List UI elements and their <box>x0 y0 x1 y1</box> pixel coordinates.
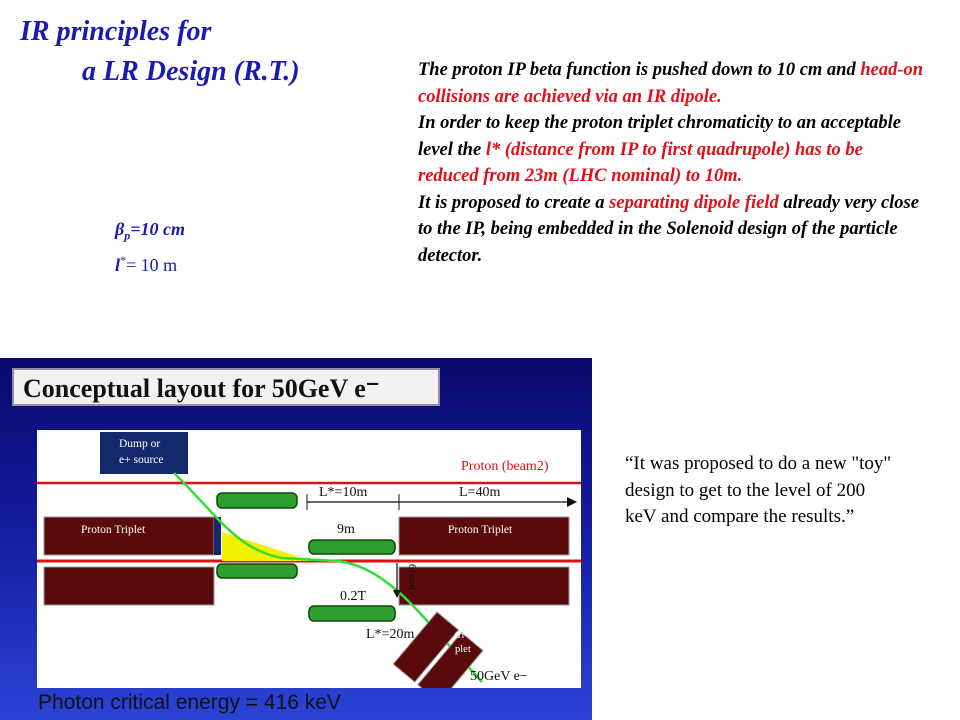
lstar-param <box>115 248 185 277</box>
e-triplet-label-2: tri- <box>455 630 468 641</box>
conceptual-layout-panel <box>0 358 592 720</box>
p1-highlight: head-on collisions are achieved via an IR dipole. <box>418 60 924 107</box>
lstar-bottom-label: L*=20m <box>366 627 415 642</box>
lstar-value: = 10 m <box>126 254 178 275</box>
p2-text: In order to keep the proton triplet chromaticity to an acceptable level the <box>418 113 902 160</box>
ip-separator-block <box>214 517 221 555</box>
panel-title: Conceptual layout for 50GeV e⁻ <box>12 368 440 406</box>
field-label: 0.2T <box>340 589 367 604</box>
left-proton-triplet-lower <box>44 567 214 605</box>
beta-subscript: p <box>124 228 131 243</box>
p3-text-end: already very close to the IP, being embedded in the Solenoid design of the particle detector. <box>418 192 919 266</box>
sixty-one-mm-label: 61mm <box>406 564 417 590</box>
left-triplet-label: Proton Triplet <box>81 524 146 536</box>
lstar-symbol: l <box>115 254 121 275</box>
beta-param <box>115 217 185 248</box>
slide-title-line2: a LR Design (R.T.) <box>82 56 300 87</box>
electron-beam-label: 50GeV e− <box>470 669 528 684</box>
dipole-magnet-1 <box>217 493 297 508</box>
beta-symbol: β <box>115 219 125 239</box>
p1-text: The proton IP beta function is pushed down to 10 cm and <box>418 60 861 80</box>
p2-highlight: l* (distance from IP to first quadrupole) has to be reduced from 23m (LHC nominal) to 10m. <box>418 139 863 186</box>
ir-layout-svg <box>37 430 581 688</box>
right-proton-triplet-upper <box>399 517 569 555</box>
p3-highlight: separating dipole field <box>609 192 779 213</box>
dipole-magnet-4 <box>309 606 395 621</box>
dipole-magnet-3 <box>309 540 395 554</box>
proton-beam2-label: Proton (beam2) <box>461 459 549 474</box>
e-triplet-label-1: e− <box>455 616 466 627</box>
right-triplet-label: Proton Triplet <box>448 524 513 536</box>
quote-text: “It was proposed to do a new "toy" design to get to the level of 200 keV and compare the results.” <box>625 453 892 527</box>
l40-label: L=40m <box>459 485 501 500</box>
nine-m-label: 9m <box>337 522 355 537</box>
dump-label-2: e+ source <box>119 454 164 466</box>
lstar-top-label: L*=10m <box>319 485 368 500</box>
p3-text: It is proposed to create a <box>418 192 610 213</box>
dump-label-1: Dump or <box>119 438 161 450</box>
dipole-magnet-2 <box>217 564 297 578</box>
l40-arrowhead <box>567 497 577 507</box>
slide-title-line1: IR principles for <box>20 16 212 47</box>
lstar-superscript: * <box>120 252 127 267</box>
right-proton-triplet-lower <box>399 567 569 605</box>
ir-parameters <box>115 217 185 277</box>
left-proton-triplet-upper <box>44 517 214 555</box>
body-text <box>418 57 928 269</box>
photon-critical-energy: Photon critical energy = 416 keV <box>38 691 341 714</box>
ir-layout-diagram <box>37 430 581 688</box>
e-triplet-label-3: plet <box>455 644 471 655</box>
beta-value: =10 cm <box>130 219 185 239</box>
